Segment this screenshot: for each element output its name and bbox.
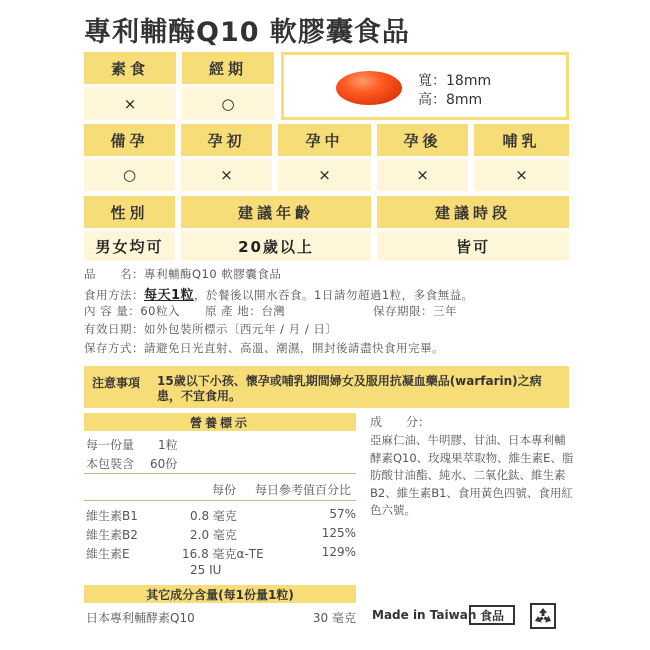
header-gender: 性別	[84, 196, 175, 228]
value-suggested-age: 20歲以上	[181, 231, 371, 261]
capsule-height: 高：8mm	[418, 92, 483, 108]
value-mid-pregnancy: ×	[278, 159, 371, 191]
other-components-title: 其它成分含量(每1份量1粒)	[84, 585, 356, 603]
value-breastfeeding: ×	[474, 159, 569, 191]
other-component-name: 日本專利輔酵素Q10	[86, 611, 195, 625]
value-gender: 男女均可	[84, 231, 175, 261]
ingredients-text: 亞麻仁油、牛明膠、甘油、日本專利輔酵素Q10、玫瑰果萃取物、維生素E、脂肪酸甘油酯、純水、二氧化鈦、維生素B2、維生素B1、食用黃色四號、食用紅色六號。	[370, 433, 574, 517]
per-pack-label: 本包裝含	[86, 457, 135, 471]
per-pack-value: 60份	[150, 457, 178, 471]
warning-text: 15歲以下小孩、懷孕或哺乳期間婦女及服用抗凝血藥品(warfarin)之病患，不宜食用。	[157, 374, 542, 403]
value-late-pregnancy: ×	[377, 159, 468, 191]
header-early-pregnancy: 孕初	[181, 124, 272, 156]
header-vegetarian: 素食	[84, 52, 176, 84]
nutrient-amount: 16.8 毫克α-TE	[182, 547, 264, 561]
info-shelf-life: 保存期限：三年	[373, 304, 457, 318]
value-menstruation: ○	[182, 87, 274, 120]
ingredients-label: 成 分：	[370, 415, 431, 429]
food-label-box: 食品	[469, 605, 515, 625]
value-early-pregnancy: ×	[181, 159, 272, 191]
divider	[84, 500, 356, 501]
info-expiry: 有效日期：如外包裝所標示〔西元年 / 月 / 日〕	[84, 322, 338, 336]
nutrient-amount: 0.8 毫克	[190, 509, 237, 523]
nutrient-dv: 125%	[321, 526, 356, 540]
warning-label: 注意事項	[92, 376, 141, 390]
value-vegetarian: ×	[84, 87, 176, 120]
info-storage: 保存方式：請避免日光直射、高溫、潮濕，開封後請盡快食用完畢。	[84, 341, 444, 355]
info-name: 品 名：專利輔酶Q10 軟膠囊食品	[84, 267, 282, 281]
capsule-width: 寬：18mm	[418, 73, 492, 89]
info-method: 食用方法：每天1粒，於餐後以開水吞食。1日請勿超過1粒，多食無益。	[84, 288, 474, 303]
col-daily-value: 每日參考值百分比	[255, 483, 352, 497]
nutrient-dv: 57%	[329, 507, 356, 521]
header-late-pregnancy: 孕後	[377, 124, 468, 156]
header-suggested-time: 建議時段	[377, 196, 569, 228]
page-title: 專利輔酶Q10 軟膠囊食品	[84, 17, 410, 48]
header-mid-pregnancy: 孕中	[278, 124, 371, 156]
nutrient-amount-iu: 25 IU	[190, 563, 222, 577]
capsule-image	[336, 71, 402, 105]
info-origin: 原 產 地：台灣	[205, 304, 286, 318]
value-suggested-time: 皆可	[377, 231, 569, 261]
info-capacity: 內 容 量：60粒入	[84, 304, 180, 318]
header-suggested-age: 建議年齡	[181, 196, 371, 228]
value-pre-pregnancy: ○	[84, 159, 175, 191]
serving-label: 每一份量	[86, 438, 135, 452]
header-breastfeeding: 哺乳	[474, 124, 569, 156]
divider	[84, 473, 356, 474]
recycle-icon	[530, 603, 556, 629]
nutrient-name: 維生素E	[86, 547, 130, 561]
made-in-taiwan: Made in Taiwan	[372, 608, 477, 622]
col-per-serving: 每份	[212, 483, 237, 497]
other-component-value: 30 毫克	[312, 611, 356, 625]
nutrient-amount: 2.0 毫克	[190, 528, 237, 542]
nutrient-dv: 129%	[321, 545, 356, 559]
nutrient-name: 維生素B1	[86, 509, 138, 523]
nutrition-title: 營養標示	[84, 413, 356, 431]
header-pre-pregnancy: 備孕	[84, 124, 175, 156]
header-menstruation: 經期	[182, 52, 274, 84]
nutrient-name: 維生素B2	[86, 528, 138, 542]
serving-value: 1粒	[158, 438, 178, 452]
